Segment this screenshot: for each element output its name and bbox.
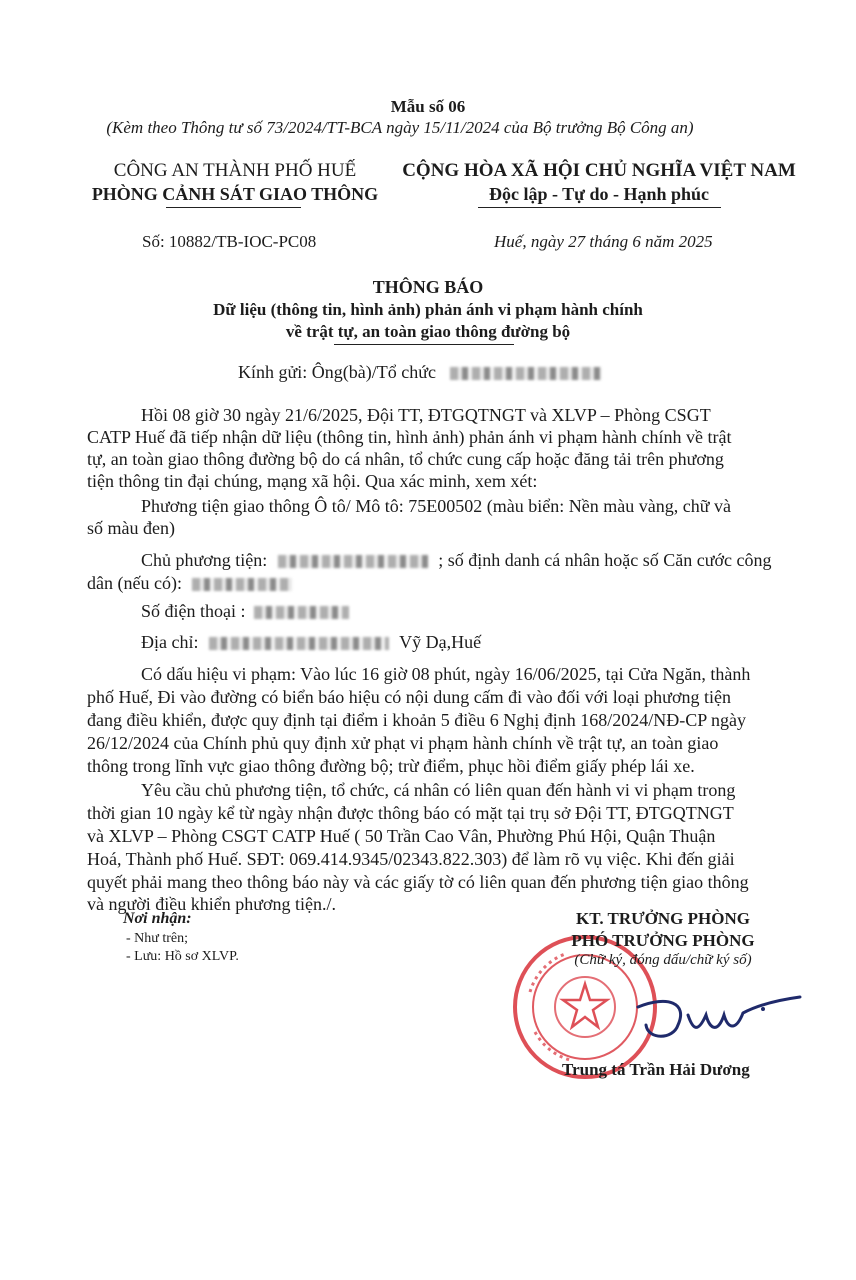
paragraph-1-line-3: tự, an toàn giao thông đường bộ do cá nhân, tổ chức cung cấp hoặc đăng tải trên phương	[87, 449, 724, 469]
address-label: Địa chỉ:	[141, 632, 199, 652]
request-line-2: thời gian 10 ngày kể từ ngày nhận được thông báo có mặt tại trụ sở Đội TT, ĐTGQTNGT	[87, 803, 734, 823]
owner-label: Chủ phương tiện:	[141, 550, 268, 570]
owner-line	[141, 550, 771, 571]
recipient-label: Kính gửi: Ông(bà)/Tổ chức	[238, 362, 436, 382]
department-name: PHÒNG CẢNH SÁT GIAO THÔNG	[91, 184, 379, 204]
recipient-item-2: - Lưu: Hồ sơ XLVP.	[126, 949, 239, 964]
address-tail: Vỹ Dạ,Huế	[399, 632, 482, 652]
request-line-6: và người điều khiển phương tiện./.	[87, 894, 337, 914]
nation-motto: Độc lập - Tự do - Hạnh phúc	[488, 184, 710, 204]
signer-name: Trung tá Trần Hải Dương	[562, 1060, 750, 1079]
recipient-line	[238, 362, 602, 383]
address-line	[141, 632, 481, 653]
recipients-title: Nơi nhận:	[123, 910, 192, 927]
motto-underline	[478, 207, 721, 208]
agency-name: CÔNG AN THÀNH PHỐ HUẾ	[113, 160, 357, 181]
owner-id-label-2: dân (nếu có):	[87, 573, 182, 593]
title-underline	[334, 344, 514, 345]
signature-note: (Chữ ký, đóng dấu/chữ ký số)	[574, 952, 752, 968]
document-subtitle-2: về trật tự, an toàn giao thông đường bộ	[285, 322, 571, 341]
violation-line-2: phố Huế, Đi vào đường có biển báo hiệu có nội dung cấm đi vào đối với loại phương tiện	[87, 687, 731, 707]
vehicle-line-1: Phương tiện giao thông Ô tô/ Mô tô: 75E00502 (màu biển: Nền màu vàng, chữ và	[141, 496, 731, 516]
document-title: THÔNG BÁO	[372, 277, 484, 297]
paragraph-1-line-1: Hồi 08 giờ 30 ngày 21/6/2025, Đội TT, ĐTGQTNGT và XLVP – Phòng CSGT	[141, 405, 711, 425]
paragraph-1-line-4: tiện thông tin đại chúng, mạng xã hội. Qua xác minh, xem xét:	[87, 471, 538, 491]
form-reference: (Kèm theo Thông tư số 73/2024/TT-BCA ngày 15/11/2024 của Bộ trưởng Bộ Công an)	[106, 118, 694, 137]
request-line-4: Hoá, Thành phố Huế. SĐT: 069.414.9345/02343.822.303) để làm rõ vụ việc. Khi đến giải	[87, 849, 735, 869]
place-date: Huế, ngày 27 tháng 6 năm 2025	[494, 232, 713, 251]
redacted-owner-id	[192, 578, 292, 591]
signature-title-1: KT. TRƯỞNG PHÒNG	[576, 909, 750, 928]
redacted-recipient	[450, 367, 602, 380]
form-number: Mẫu số 06	[390, 97, 466, 116]
owner-id-line	[87, 573, 292, 594]
violation-line-1: Có dấu hiệu vi phạm: Vào lúc 16 giờ 08 phút, ngày 16/06/2025, tại Cửa Ngăn, thành	[141, 664, 751, 684]
agency-underline	[166, 207, 301, 208]
redacted-owner	[278, 555, 428, 568]
signature-title-2: PHÓ TRƯỞNG PHÒNG	[571, 931, 755, 950]
vehicle-line-2: số màu đen)	[87, 518, 175, 538]
violation-line-3: đang điều khiển, được quy định tại điểm i khoản 5 điều 6 Nghị định 168/2024/NĐ-CP ngày	[87, 710, 747, 730]
violation-line-5: thông trong lĩnh vực giao thông đường bộ; trừ điểm, phục hồi điểm giấy phép lái xe.	[87, 756, 695, 776]
phone-line	[141, 601, 349, 622]
owner-id-label: ; số định danh cá nhân hoặc số Căn cước công	[438, 550, 772, 570]
nation-title: CỘNG HÒA XÃ HỘI CHỦ NGHĨA VIỆT NAM	[402, 160, 796, 181]
document-number: Số: 10882/TB-IOC-PC08	[142, 232, 317, 251]
request-line-1: Yêu cầu chủ phương tiện, tổ chức, cá nhân có liên quan đến hành vi vi phạm trong	[141, 780, 736, 800]
redacted-phone	[254, 606, 349, 619]
request-line-3: và XLVP – Phòng CSGT CATP Huế ( 50 Trần Cao Vân, Phường Phú Hội, Quận Thuận	[87, 826, 716, 846]
phone-label: Số điện thoại :	[141, 601, 246, 621]
paragraph-1-line-2: CATP Huế đã tiếp nhận dữ liệu (thông tin, hình ảnh) phản ánh vi phạm hành chính về trật	[87, 427, 732, 447]
document-subtitle-1: Dữ liệu (thông tin, hình ảnh) phản ánh vi phạm hành chính	[213, 300, 643, 319]
handwritten-signature-icon	[628, 985, 808, 1055]
violation-line-4: 26/12/2024 của Chính phủ quy định xử phạt vi phạm hành chính về trật tự, an toàn giao	[87, 733, 719, 753]
recipient-item-1: - Như trên;	[126, 931, 189, 946]
request-line-5: quyết phải mang theo thông báo này và các giấy tờ có liên quan đến phương tiện giao thông	[87, 872, 749, 892]
redacted-address	[209, 637, 389, 650]
